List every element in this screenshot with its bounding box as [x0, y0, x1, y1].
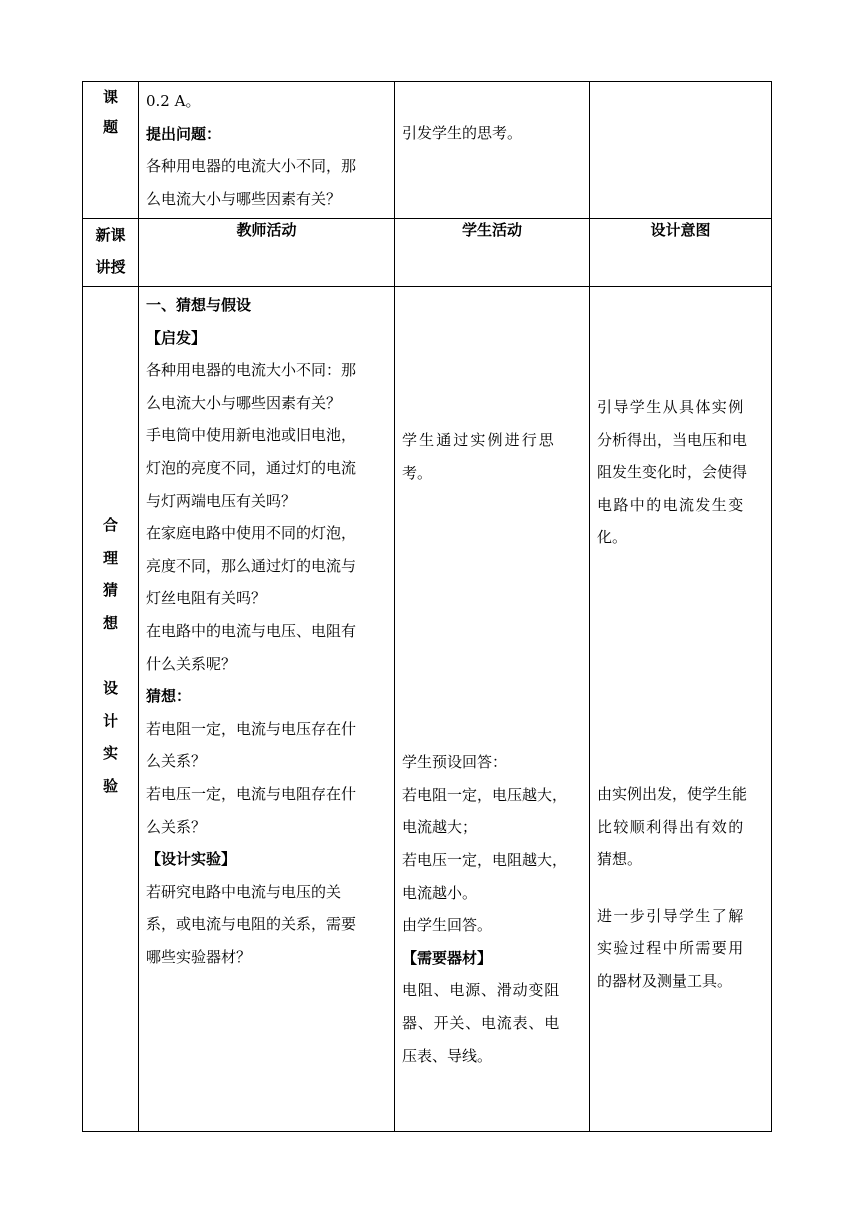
intro-student-cell [395, 82, 590, 219]
teacher-text-line: 与灯两端电压有关吗？ [146, 491, 297, 510]
teacher-text-line: 在家庭电路中使用不同的灯泡， [146, 524, 357, 543]
guess-heading: 猜想： [146, 687, 192, 706]
intro-text-line: 0.2 A。 [146, 92, 201, 110]
intro-question-heading: 提出问题： [146, 124, 222, 143]
intent-text-line: 实验过程中所需要用 [597, 939, 745, 958]
intro-student-text: 引发学生的思考。 [402, 124, 523, 142]
intro-label-line: 题 [102, 118, 118, 136]
header-teacher-activity: 教师活动 [236, 221, 297, 239]
intent-text-line: 由实例出发，使学生能 [597, 784, 748, 803]
intro-label-line: 课 [102, 88, 118, 106]
intent-text-line: 分析得出，当电压和电 [597, 430, 748, 449]
student-text-line: 学生通过实例进行思 [402, 431, 556, 449]
teacher-text-line: 灯泡的亮度不同，通过灯的电流 [146, 458, 357, 477]
main-label-char: 理 [102, 548, 118, 567]
bracket-heading-inspire: 【启发】 [146, 328, 207, 347]
teacher-text-line: 若电压一定，电流与电阻存在什 [146, 784, 357, 803]
intent-text-line: 的器材及测量工具。 [597, 971, 733, 990]
teacher-text-line: 么电流大小与哪些因素有关？ [146, 393, 342, 412]
intent-text-line: 化。 [597, 528, 628, 547]
student-text-line: 电阻、电源、滑动变阻 [402, 981, 561, 1000]
intro-text-line: 么电流大小与哪些因素有关？ [146, 189, 342, 208]
header-teacher-cell [139, 219, 395, 287]
intent-text-line: 电路中的电流发生变 [597, 495, 745, 514]
student-text-line: 由学生回答。 [402, 916, 493, 935]
main-intent-cell [590, 287, 772, 1132]
header-row [83, 219, 772, 287]
main-student-cell [395, 287, 590, 1132]
header-label-line: 讲授 [95, 258, 126, 276]
bracket-heading-design: 【设计实验】 [146, 850, 237, 869]
student-text-line: 考。 [402, 463, 433, 482]
teacher-text-line: 系，或电流与电阻的关系，需要 [146, 915, 357, 934]
header-label-line: 新课 [95, 226, 126, 244]
teacher-text-line: 么关系？ [146, 817, 207, 836]
header-student-activity: 学生活动 [461, 221, 522, 239]
teacher-text-line: 手电筒中使用新电池或旧电池， [146, 426, 357, 445]
intro-intent-cell [590, 82, 772, 219]
main-label-char: 合 [102, 516, 118, 534]
teacher-text-line: 灯丝电阻有关吗？ [146, 589, 267, 608]
main-label-char: 实 [102, 744, 118, 763]
teacher-text-line: 哪些实验器材？ [146, 947, 252, 966]
student-text-line: 若电压一定，电阻越大， [402, 850, 568, 869]
header-label-cell [83, 219, 139, 287]
student-text-line: 学生预设回答： [402, 753, 508, 772]
header-student-cell [395, 219, 590, 287]
main-row [83, 287, 772, 1132]
main-teacher-cell [139, 287, 395, 1132]
student-text-line: 器、开关、电流表、电 [402, 1013, 561, 1032]
teacher-text-line: 亮度不同，那么通过灯的电流与 [146, 556, 357, 575]
main-label-char: 想 [102, 613, 118, 632]
materials-heading: 【需要器材】 [402, 948, 493, 967]
main-label-char: 猜 [102, 581, 118, 600]
intro-text-line: 各种用电器的电流大小不同，那 [146, 157, 357, 176]
main-label-char: 验 [102, 776, 118, 795]
intro-row [83, 82, 772, 219]
intent-text-line: 阻发生变化时，会使得 [597, 463, 748, 482]
intent-text-line: 比较顺利得出有效的 [597, 817, 745, 836]
student-text-line: 压表、导线。 [402, 1046, 493, 1065]
student-text-line: 电流越小。 [402, 883, 478, 902]
intro-label-cell [83, 82, 139, 219]
student-text-line: 若电阻一定，电压越大， [402, 785, 568, 804]
main-label-char: 设 [102, 678, 118, 697]
teacher-text-line: 什么关系呢？ [146, 654, 237, 673]
section-heading: 一、猜想与假设 [146, 296, 252, 314]
header-intent-cell [590, 219, 772, 287]
intent-text-line: 引导学生从具体实例 [597, 398, 745, 416]
intent-text-line: 猜想。 [597, 850, 643, 869]
main-label-char: 计 [102, 711, 118, 730]
teacher-text-line: 若研究电路中电流与电压的关 [146, 882, 342, 901]
teacher-text-line: 在电路中的电流与电压、电阻有 [146, 621, 357, 640]
main-label-cell [83, 287, 139, 1132]
teacher-text-line: 各种用电器的电流大小不同：那 [146, 361, 357, 380]
teacher-text-line: 若电阻一定，电流与电压存在什 [146, 719, 357, 738]
lesson-plan-table [82, 81, 772, 1132]
intent-text-line: 进一步引导学生了解 [597, 906, 745, 925]
header-design-intent: 设计意图 [650, 221, 711, 239]
intro-teacher-cell [139, 82, 395, 219]
student-text-line: 电流越大； [402, 818, 478, 837]
teacher-text-line: 么关系？ [146, 752, 207, 771]
